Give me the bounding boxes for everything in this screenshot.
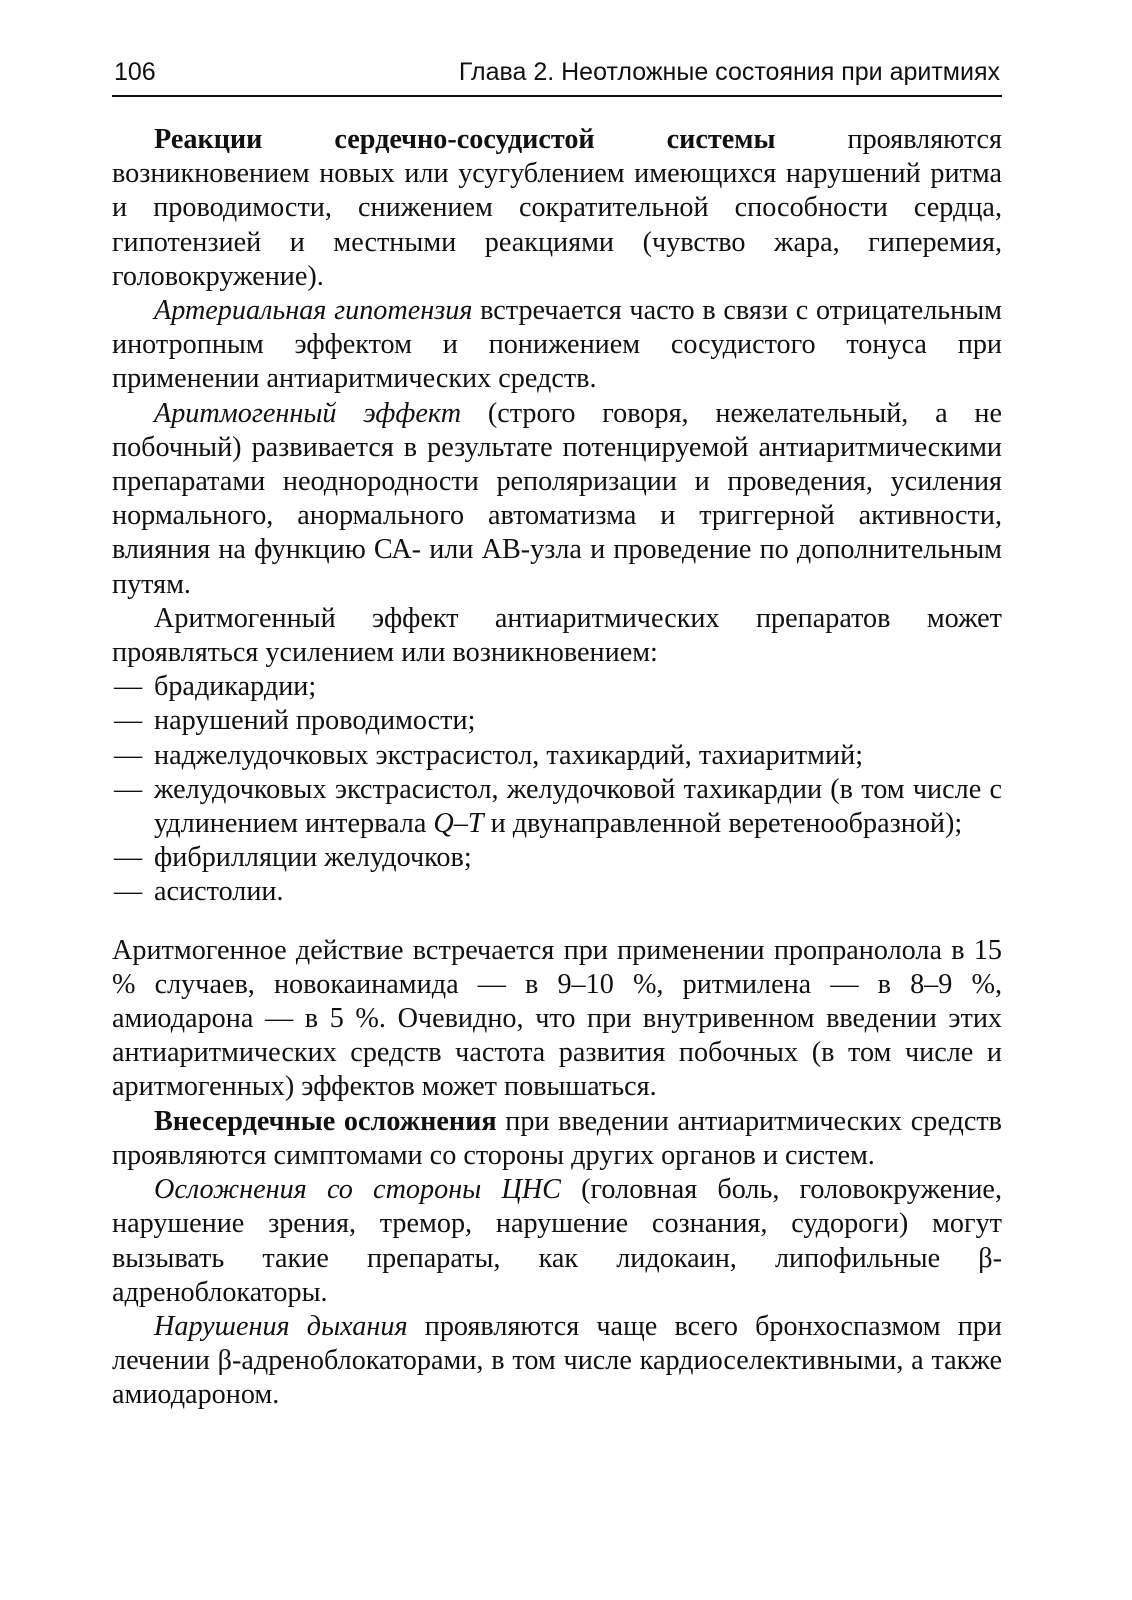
list-item: [112, 670, 1002, 704]
term-respiratory-disorders: Нарушения дыхания: [154, 1310, 408, 1342]
paragraph-text: (головная боль, головокружение, нарушение зрения, тремор, нарушение сознания, судороги) могут вызывать такие препараты, как лидокаин, липофильные β-адреноблокаторы.: [112, 1174, 1002, 1308]
list-item: [112, 739, 1002, 773]
list-dash: —: [114, 671, 143, 703]
chapter-title: Глава 2. Неотложные состояния при аритмиях: [458, 58, 1000, 86]
paragraph-arterial-hypotension: [112, 294, 1002, 397]
paragraph-respiratory-disorders: [112, 1310, 1002, 1413]
list-item-text: наджелудочковых экстрасистол, тахикардий, тахиаритмий;: [154, 739, 864, 771]
list-item-text: фибрилляции желудочков;: [154, 842, 472, 874]
list-item: [112, 773, 1002, 841]
term-arterial-hypotension: Артериальная гипотензия: [154, 295, 473, 327]
book-page: [112, 58, 1002, 1538]
page-body: [112, 123, 1002, 1413]
paragraph-text: встречается часто в связи с отрицательным инотропным эффектом и понижением сосудистого тонуса при применении антиаритмических средств.: [112, 295, 1002, 395]
list-dash: —: [114, 773, 143, 805]
list-item: [112, 875, 1002, 909]
list-item-text: и двунаправленной веретенообразной);: [483, 808, 963, 840]
page-number: 106: [114, 58, 156, 86]
paragraph-text: (строго говоря, нежелательный, а не побочный) развивается в результате потенцируемой антиаритмическими препаратами неоднородности реполяризации и проведения, усиления нормального, анормального автоматизма и триггерной активности, влияния на функцию СА- или АВ-узла и проведение по дополнительным путям.: [112, 397, 1002, 600]
list-item: [112, 704, 1002, 738]
list-dash: —: [114, 739, 143, 771]
term-arrhythmogenic-effect: Аритмогенный эффект: [154, 397, 462, 429]
list-item-text: нарушений проводимости;: [154, 705, 476, 737]
paragraph-cns-complications: [112, 1173, 1002, 1310]
paragraph-text: проявляются чаще всего бронхоспазмом при лечении β-адреноблокаторами, в том числе кардиоселективными, а также амиодароном.: [112, 1310, 1002, 1411]
running-header: [112, 58, 1002, 97]
list-item-text: желудочковых экстрасистол, желудочковой тахикардии (в том числе с удлинением интервала: [154, 773, 1002, 840]
arrhythmia-list: [112, 670, 1002, 909]
list-item: [112, 841, 1002, 875]
list-item-text: асистолии.: [154, 876, 284, 908]
paragraph-arrhythmogenic-frequency: Аритмогенное действие встречается при применении пропранолола в 15 % случаев, новокаинамида — в 9–10 %, ритмилена — в 8–9 %, амиодарона — в 5 %. Очевидно, что при внутривенном введении этих антиаритмических средств частота развития побочных (в том числе и аритмогенных) эффектов может повышаться.: [112, 934, 1002, 1103]
qt-interval-term: Q–T: [433, 808, 484, 840]
term-cardiovascular-reactions: Реакции сердечно-сосудистой системы: [154, 124, 776, 155]
list-dash: —: [114, 842, 143, 874]
list-dash: —: [114, 705, 143, 737]
paragraph-text: проявляются возникновением новых или усугублением имеющихся нарушений ритма и проводимости, снижением сократительной способности сердца, гипотензией и местными реакциями (чувство жара, гиперемия, головокружение).: [112, 124, 1002, 292]
paragraph-list-intro: Аритмогенный эффект антиаритмических препаратов может проявляться усилением или возникновением:: [112, 602, 1002, 669]
list-item-text: брадикардии;: [154, 671, 317, 703]
term-extracardiac-complications: Внесердечные осложнения: [154, 1105, 497, 1137]
paragraph-extracardiac-complications: [112, 1105, 1002, 1173]
paragraph-arrhythmogenic-effect: [112, 397, 1002, 602]
paragraph-cardiovascular-reactions: [112, 123, 1002, 294]
list-dash: —: [114, 876, 143, 908]
paragraph-text: при введении антиаритмических средств проявляются симптомами со стороны других органов и систем.: [112, 1105, 1002, 1171]
term-cns-complications: Осложнения со стороны ЦНС: [154, 1174, 561, 1206]
